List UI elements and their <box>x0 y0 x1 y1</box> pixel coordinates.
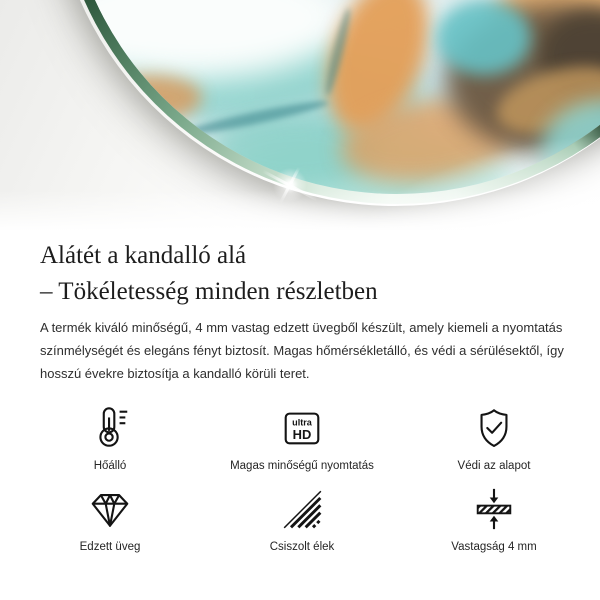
feature-heat-resistant <box>14 403 206 472</box>
page-title-line1: Alátét a kandalló alá <box>40 242 247 269</box>
feature-thickness <box>398 484 590 553</box>
feature-ultra-hd-print <box>206 403 398 472</box>
page-title-line2: – Tökéletesség minden részletben <box>40 278 378 305</box>
feature-polished-edges <box>206 484 398 553</box>
thickness-icon <box>471 484 517 534</box>
feature-label: Magas minőségű nyomtatás <box>230 460 374 472</box>
product-description: A termék kiváló minőségű, 4 mm vastag edzett üvegből készült, amely kiemeli a nyomtatás színmélységét és elegáns fényt biztosít. Magas hőmérsékletálló, és védi a sérülésektől, így hosszú évekre biztosítja a kandalló körüli teret. <box>40 320 564 381</box>
feature-protects-base <box>398 403 590 472</box>
ultra-hd-icon-text-bottom: HD <box>292 427 312 443</box>
feature-label: Csiszolt élek <box>269 541 335 553</box>
product-photo <box>0 0 600 238</box>
feature-tempered-glass <box>14 484 206 553</box>
shield-check-icon <box>471 403 517 453</box>
diamond-icon <box>86 484 134 534</box>
ultra-hd-icon <box>279 403 325 453</box>
feature-label: Vastagság 4 mm <box>451 541 537 553</box>
feature-grid <box>14 403 590 553</box>
feature-label: Hőálló <box>93 460 127 472</box>
white-fade-overlay <box>0 0 600 238</box>
product-info-section <box>0 238 600 553</box>
thermometer-icon <box>87 403 133 453</box>
feature-label: Edzett üveg <box>79 541 141 553</box>
feature-label: Védi az alapot <box>457 460 531 472</box>
polished-edge-icon <box>280 484 324 534</box>
ultra-hd-icon-text-top: ultra <box>292 417 312 428</box>
page-title <box>40 238 600 310</box>
